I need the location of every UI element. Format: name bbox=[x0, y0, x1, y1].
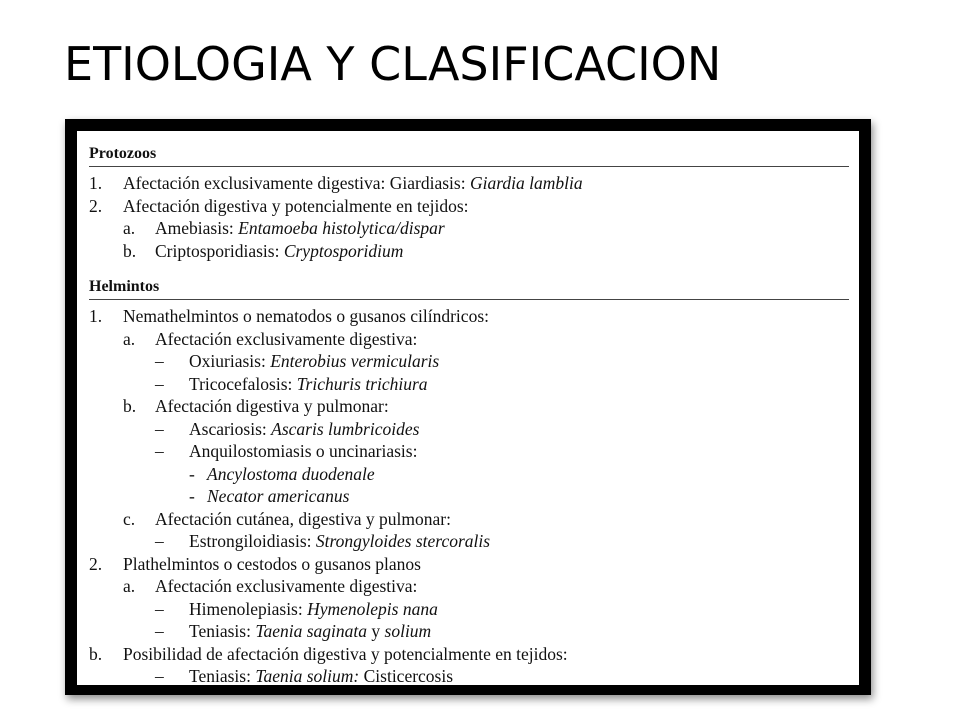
list-item-text bbox=[189, 598, 438, 621]
list-item bbox=[89, 217, 849, 240]
item-label: Criptosporidiasis: bbox=[155, 240, 284, 261]
classification-table-image bbox=[65, 119, 871, 695]
list-item bbox=[89, 508, 849, 531]
list-item bbox=[89, 305, 849, 328]
item-label: Posibilidad de afectación digestiva y potencialmente en tejidos: bbox=[123, 643, 568, 664]
item-label: Ascariosis: bbox=[189, 418, 272, 439]
list-item-text bbox=[123, 553, 421, 576]
list-item bbox=[89, 350, 849, 373]
list-item-text bbox=[123, 643, 568, 666]
item-label: Himenolepiasis: bbox=[189, 598, 308, 619]
list-item-text bbox=[189, 418, 419, 441]
list-item-text bbox=[189, 440, 417, 463]
item-label: Amebiasis: bbox=[155, 218, 239, 238]
list-marker: a. bbox=[123, 328, 136, 349]
list-marker: – bbox=[155, 621, 164, 641]
item-label: Cisticercosis bbox=[359, 666, 454, 685]
section-divider bbox=[89, 299, 849, 300]
list-item bbox=[89, 440, 849, 463]
list-marker: – bbox=[155, 441, 164, 461]
species-name: solium bbox=[384, 621, 432, 641]
species-name: Giardia lamblia bbox=[469, 173, 583, 193]
list-item-text bbox=[155, 508, 451, 531]
item-label: Afectación exclusivamente digestiva: bbox=[155, 576, 418, 596]
section-spacer bbox=[89, 262, 849, 274]
species-name: Taenia saginata bbox=[255, 621, 368, 641]
list-item bbox=[89, 195, 849, 218]
species-name: Cryptosporidium bbox=[283, 240, 404, 261]
list-item-text bbox=[155, 395, 389, 418]
list-item bbox=[89, 598, 849, 621]
item-label: Nemathelmintos o nematodos o gusanos cilíndricos: bbox=[123, 306, 489, 326]
list-marker: – bbox=[155, 418, 164, 439]
list-item-text bbox=[123, 172, 583, 195]
item-label: Afectación exclusivamente digestiva: Giardiasis: bbox=[123, 173, 470, 193]
list-marker: a. bbox=[123, 576, 136, 596]
species-name: Trichuris trichiura bbox=[296, 373, 428, 394]
list-item bbox=[89, 665, 849, 685]
item-label: Tricocefalosis: bbox=[189, 373, 297, 394]
item-label: Teniasis: bbox=[189, 621, 256, 641]
list-item bbox=[89, 172, 849, 195]
list-item-text bbox=[189, 373, 428, 396]
item-label: Estrongiloidiasis: bbox=[189, 531, 316, 551]
list-item-text bbox=[123, 305, 489, 328]
item-label: Oxiuriasis: bbox=[189, 351, 271, 371]
list-marker: – bbox=[155, 531, 164, 551]
list-marker: c. bbox=[123, 508, 136, 529]
section-header: Protozoos bbox=[89, 145, 157, 162]
list-item bbox=[89, 463, 849, 486]
list-item-text bbox=[155, 575, 417, 598]
list-item bbox=[89, 575, 849, 598]
list-item bbox=[89, 373, 849, 396]
species-name: Ascaris lumbricoides bbox=[271, 418, 420, 439]
list-marker: - bbox=[189, 486, 195, 506]
list-item-text bbox=[207, 463, 375, 486]
section-header: Helmintos bbox=[89, 278, 160, 295]
list-marker: 1. bbox=[89, 306, 103, 326]
species-name: Entamoeba histolytica/dispar bbox=[238, 218, 445, 238]
item-label: Afectación digestiva y pulmonar: bbox=[155, 396, 389, 416]
list-item bbox=[89, 553, 849, 576]
species-name: Taenia solium: bbox=[255, 666, 360, 685]
list-item-text bbox=[189, 530, 490, 553]
classification-table bbox=[77, 131, 859, 685]
list-item bbox=[89, 530, 849, 553]
list-item bbox=[89, 620, 849, 643]
species-name: Ancylostoma duodenale bbox=[207, 463, 375, 484]
list-item-text bbox=[189, 665, 453, 685]
list-item bbox=[89, 328, 849, 351]
item-label: Plathelmintos o cestodos o gusanos planos bbox=[123, 553, 421, 574]
section-divider bbox=[89, 166, 849, 167]
item-label: Afectación digestiva y potencialmente en tejidos: bbox=[123, 195, 469, 216]
item-label: y bbox=[367, 621, 385, 641]
list-item-text bbox=[189, 620, 431, 643]
species-name: Strongyloides stercoralis bbox=[315, 531, 491, 551]
list-marker: b. bbox=[123, 396, 137, 416]
list-marker: - bbox=[189, 463, 195, 484]
list-marker: b. bbox=[89, 643, 103, 664]
list-marker: – bbox=[155, 598, 164, 619]
species-name: Necator americanus bbox=[207, 486, 350, 506]
list-item-text bbox=[207, 485, 349, 508]
list-item-text bbox=[155, 217, 445, 240]
list-marker: 1. bbox=[89, 173, 103, 193]
list-marker: a. bbox=[123, 218, 136, 238]
list-item bbox=[89, 418, 849, 441]
list-marker: – bbox=[155, 666, 164, 685]
list-item-text bbox=[155, 328, 417, 351]
list-marker: 2. bbox=[89, 553, 103, 574]
item-label: Afectación cutánea, digestiva y pulmonar: bbox=[155, 508, 451, 529]
item-label: Anquilostomiasis o uncinariasis: bbox=[189, 441, 418, 461]
item-label: Afectación exclusivamente digestiva: bbox=[155, 328, 418, 349]
list-item bbox=[89, 643, 849, 666]
list-marker: – bbox=[155, 351, 164, 371]
list-item bbox=[89, 240, 849, 263]
list-item-text bbox=[123, 195, 469, 218]
list-marker: – bbox=[155, 373, 164, 394]
list-marker: b. bbox=[123, 240, 137, 261]
species-name: Hymenolepis nana bbox=[307, 598, 438, 619]
list-item-text bbox=[155, 240, 403, 263]
slide-title: ETIOLOGIA Y CLASIFICACION bbox=[64, 37, 722, 91]
list-item bbox=[89, 485, 849, 508]
item-label: Teniasis: bbox=[189, 666, 256, 685]
species-name: Enterobius vermicularis bbox=[270, 351, 440, 371]
list-item-text bbox=[189, 350, 439, 373]
list-item bbox=[89, 395, 849, 418]
list-marker: 2. bbox=[89, 195, 103, 216]
